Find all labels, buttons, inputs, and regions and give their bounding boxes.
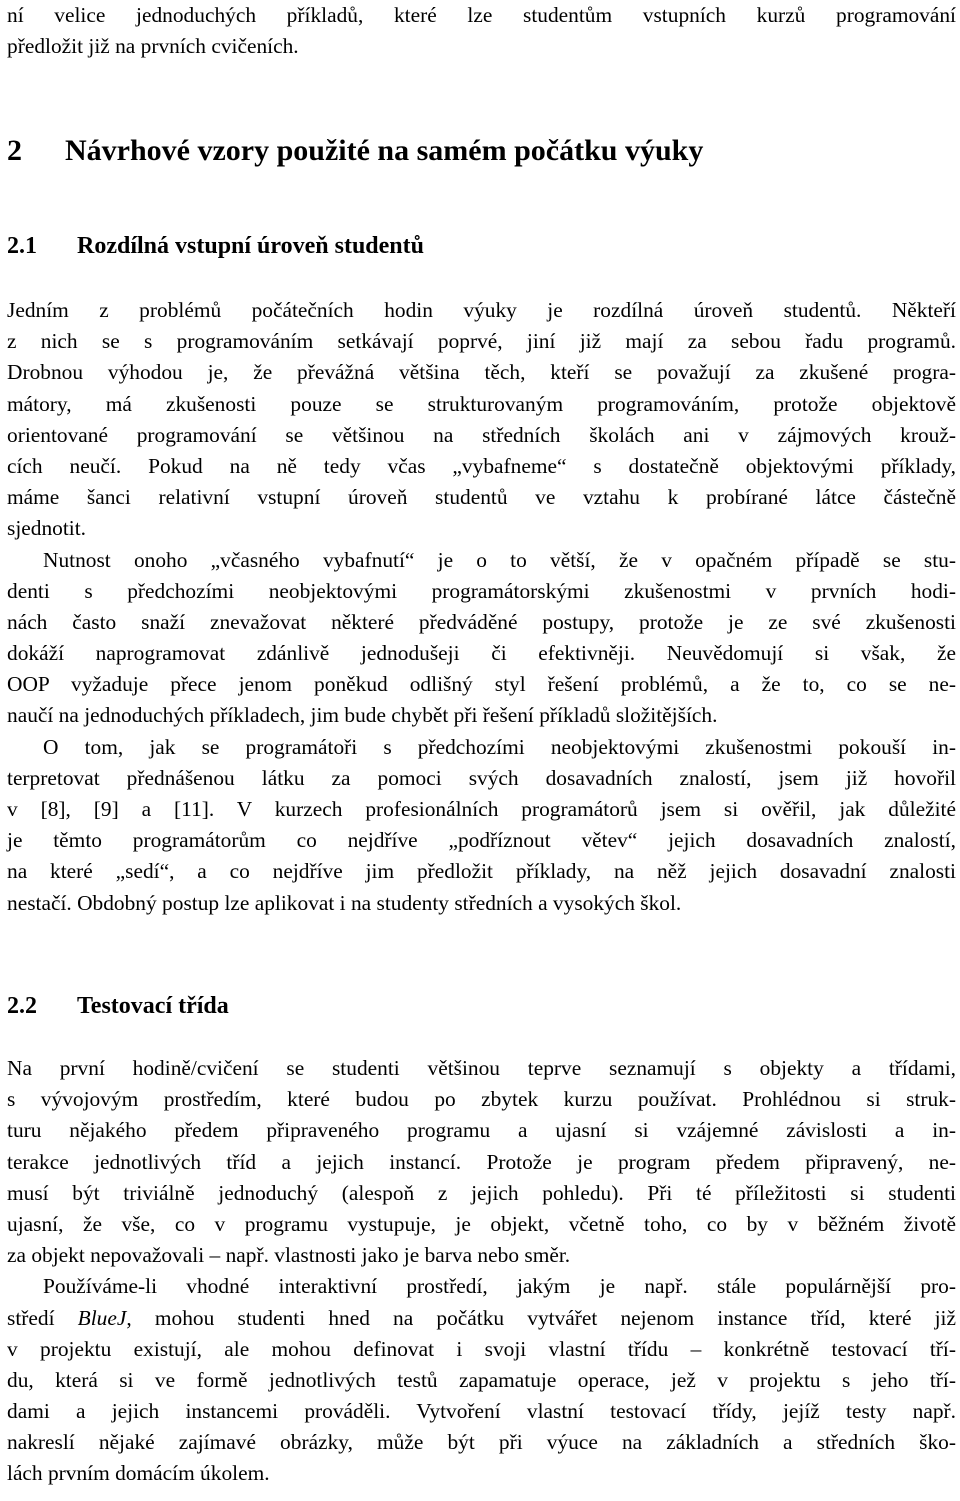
text-line: lách prvním domácím úkolem. — [7, 1461, 270, 1486]
paragraph — [7, 732, 956, 919]
text-line: OOP vyžaduje přece jenom poněkud odlišný styl řešení problémů, a že to, co se ne- — [7, 672, 956, 697]
section-heading — [7, 993, 229, 1020]
section-heading — [7, 233, 424, 260]
text-line: Nutnost onoho „včasného vybafnutí“ je o to větší, že v opačném případě se stu- — [43, 547, 956, 572]
chapter-heading — [7, 134, 703, 168]
text-line: za objekt nepovažovali – např. vlastnosti jako je barva nebo směr. — [7, 1243, 571, 1268]
text-line: dami a jejich instancemi prováděli. Vytvoření vlastní testovací třídy, jejíž testy např. — [7, 1399, 956, 1424]
chapter-title: Návrhové vzory použité na samém počátku výuky — [65, 134, 704, 167]
text-line: dokáží naprogramovat zdánlivě jednodušeji či efektivněji. Neuvědomují si však, že — [7, 641, 956, 666]
section-body — [7, 295, 956, 919]
text-line: s vývojovým prostředím, které budou po zbytek kurzu používat. Prohlédnou si struk- — [7, 1087, 956, 1112]
text-line: denti s předchozími neobjektovými programátorskými zkušenostmi v prvních hodi- — [7, 578, 956, 603]
bluej-term: BlueJ — [77, 1305, 127, 1330]
text-line: z nich se s programováním setkávají poprvé, jiní již mají za sebou řadu programů. — [7, 329, 956, 354]
text-line: v projektu existují, ale mohou definovat i svoji vlastní třídu – konkrétně testovací tří- — [7, 1336, 956, 1361]
text-line: naučí na jednoduchých příkladech, jim bude chybět při řešení příkladů složitějších. — [7, 703, 718, 728]
paragraph — [7, 1053, 956, 1271]
text-line: O tom, jak se programátoři s předchozími neobjektovými zkušenostmi pokouší in- — [43, 734, 956, 759]
text-line: sjednotit. — [7, 516, 87, 541]
section-number: 2.2 — [7, 993, 37, 1019]
text-line: Drobnou výhodou je, že převážná většina těch, kteří se považují za zkušené progra- — [7, 360, 956, 385]
text-fragment: středí — [7, 1305, 78, 1330]
text-line: turu nějakého předem připraveného programu a ujasní si vzájemné závislosti a in- — [7, 1118, 956, 1143]
section-title: Rozdílná vstupní úroveň studentů — [77, 233, 424, 259]
text-line: předložit již na prvních cvičeních. — [7, 34, 299, 59]
paragraph — [7, 545, 956, 732]
text-line: Na první hodině/cvičení se studenti většinou teprve seznamují s objekty a třídami, — [7, 1056, 956, 1080]
text-line: Používáme-li vhodné interaktivní prostředí, jakým je např. stále populárnější pro- — [43, 1274, 956, 1299]
text-line: Jedním z problémů počátečních hodin výuky je rozdílná úroveň studentů. Někteří — [7, 298, 956, 322]
text-line: máme šanci relativní vstupní úroveň studentů ve vztahu k probírané látce částečně — [7, 485, 956, 510]
text-line: mátory, má zkušenosti pouze se strukturovaným programováním, protože objektově — [7, 391, 956, 416]
text-line: cích neučí. Pokud na ně tedy včas „vybafneme“ s dostatečně objektovými příklady, — [7, 453, 956, 478]
text-line: je těmto programátorům co nejdříve „podříznout větev“ jejich dosavadních znalostí, — [7, 828, 956, 853]
text-fragment: , mohou studenti hned na počátku vytvářet nejenom instance tříd, které již — [126, 1305, 956, 1330]
paragraph — [7, 1271, 956, 1489]
text-line: ujasní, že vše, co v programu vystupuje, je objekt, včetně toho, co by v běžném životě — [7, 1211, 956, 1236]
text-line: nách často snaží znevažovat některé předváděné postupy, protože je ze své zkušenosti — [7, 609, 956, 634]
section-number: 2.1 — [7, 233, 37, 259]
text-line: v [8], [9] a [11]. V kurzech profesionálních programátorů jsem si ověřil, jak důležité — [7, 797, 956, 821]
text-line: musí být triviálně jednoduchý (alespoň z jejich pohledu). Při té příležitosti si studenti — [7, 1180, 956, 1205]
chapter-number: 2 — [7, 134, 22, 167]
text-line: na které „sedí“, a co nejdříve jim předložit příklady, na něž jejich dosavadní znalosti — [7, 859, 956, 884]
text-line: nestačí. Obdobný postup lze aplikovat i na studenty středních a vysokých škol. — [7, 890, 682, 915]
text-line — [7, 1303, 956, 1334]
text-line: ní velice jednoduchých příkladů, které lze studentům vstupních kurzů programování — [7, 3, 956, 27]
text-line: terpretovat přednášenou látku za pomoci svých dosavadních znalostí, jsem již hovořil — [7, 765, 956, 790]
text-line: orientované programování se většinou na středních školách ani v zájmových krouž- — [7, 422, 956, 447]
paragraph — [7, 295, 956, 545]
text-line: terakce jednotlivých tříd a jejich instancí. Protože je program předem připravený, ne- — [7, 1149, 956, 1174]
section-body — [7, 1053, 956, 1490]
text-line: du, která si ve formě jednotlivých testů zapamatuje operace, jež v projektu s jeho tří- — [7, 1367, 956, 1392]
section-title: Testovací třída — [77, 993, 229, 1019]
text-line: nakreslí nějaké zajímavé obrázky, může být při výuce na základních a středních ško- — [7, 1430, 956, 1455]
intro-paragraph — [7, 0, 956, 62]
